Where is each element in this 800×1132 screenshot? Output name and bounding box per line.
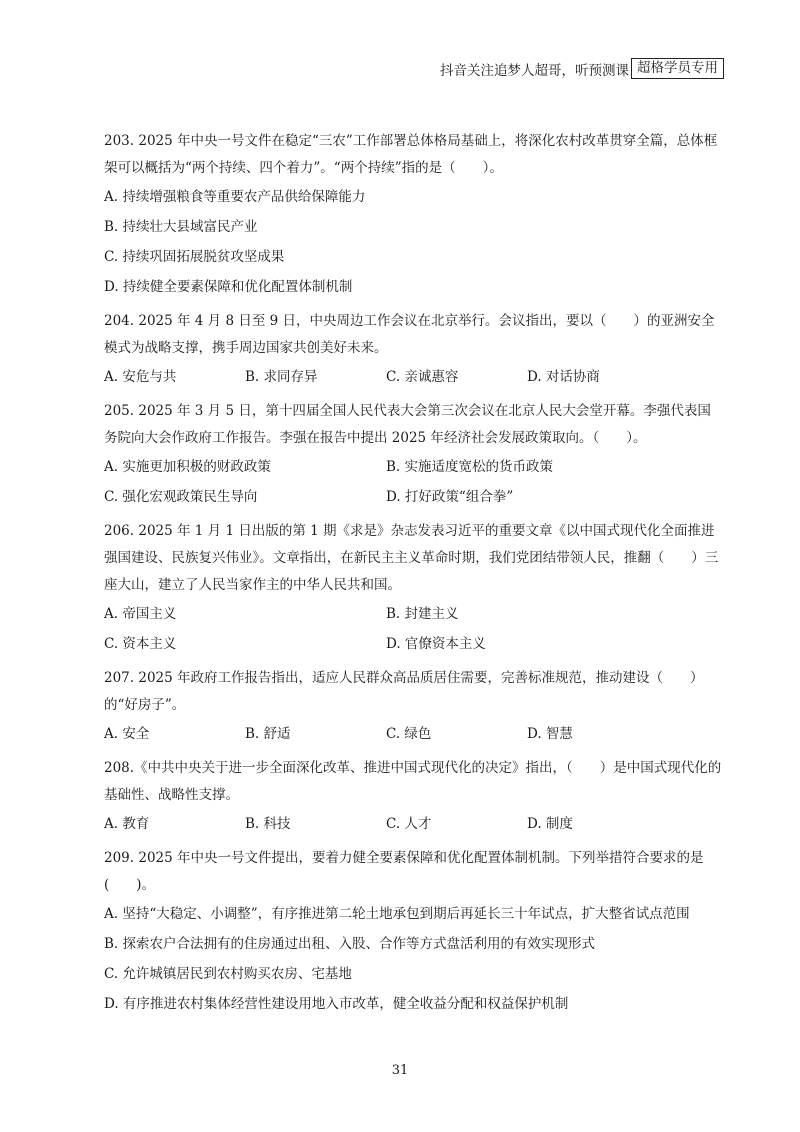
header-boxed-label: 超格学员专用 <box>631 58 724 79</box>
option-d: D. 官僚资本主义 <box>386 636 486 652</box>
option-d: D. 智慧 <box>527 726 573 742</box>
option-a: A. 持续增强粮食等重要农产品供给保障能力 <box>104 189 366 205</box>
option-c: C. 人才 <box>386 816 432 832</box>
option-a: A. 安危与共 <box>104 369 177 385</box>
option-b: B. 探索农户合法拥有的住房通过出租、入股、合作等方式盘活利用的有效实现形式 <box>104 936 596 952</box>
question-205 <box>104 398 724 512</box>
question-208 <box>104 755 724 839</box>
question-list <box>104 128 724 1019</box>
question-207 <box>104 665 724 749</box>
options-row <box>104 719 724 749</box>
option-a: A. 坚持“大稳定、小调整”，有序推进第二轮土地承包到期后再延长三十年试点，扩大整省试点范围 <box>104 906 690 922</box>
option-b: B. 舒适 <box>245 726 291 742</box>
option-a: A. 教育 <box>104 816 150 832</box>
option-c: C. 强化宏观政策民生导向 <box>104 489 258 505</box>
options-row <box>104 452 724 482</box>
options-row <box>104 362 724 392</box>
options-row <box>104 599 724 629</box>
question-209 <box>104 845 724 1019</box>
options-row <box>104 482 724 512</box>
question-stem: 207. 2025 年政府工作报告指出，适应人民群众高品质居住需要，完善标准规范，推动建设（ ）的“好房子”。 <box>104 670 704 713</box>
option-d: D. 打好政策“组合拳” <box>386 489 514 505</box>
option-c: C. 绿色 <box>386 726 432 742</box>
question-206 <box>104 518 724 659</box>
question-stem: 206. 2025 年 1 月 1 日出版的第 1 期《求是》杂志发表习近平的重要文章《以中国式现代化全面推进强国建设、民族复兴伟业》。文章指出，在新民主主义革命时期，我们党团结带领人民，推翻（ ）三座大山，建立了人民当家作主的中华人民共和国。 <box>104 523 719 593</box>
question-stem: 208.《中共中央关于进一步全面深化改革、推进中国式现代化的决定》指出，（ ）是中国式现代化的基础性、战略性支撑。 <box>104 760 722 803</box>
page-header <box>440 58 724 79</box>
option-a: A. 安全 <box>104 726 150 742</box>
option-b: B. 封建主义 <box>386 606 459 622</box>
option-c: C. 允许城镇居民到农村购买农房、宅基地 <box>104 966 352 982</box>
option-c: C. 持续巩固拓展脱贫攻坚成果 <box>104 249 285 265</box>
page-number: 31 <box>391 1063 409 1078</box>
option-b: B. 科技 <box>245 816 291 832</box>
question-stem: 209. 2025 年中央一号文件提出，要着力健全要素保障和优化配置体制机制。下列举措符合要求的是( )。 <box>104 850 704 893</box>
option-d: D. 对话协商 <box>527 369 600 385</box>
option-b: B. 实施适度宽松的货币政策 <box>386 459 554 475</box>
option-d: D. 持续健全要素保障和优化配置体制机制 <box>104 279 353 295</box>
header-promo-text: 抖音关注追梦人超哥，听预测课 <box>440 62 629 79</box>
option-b: B. 持续壮大县域富民产业 <box>104 219 258 235</box>
question-203 <box>104 128 724 302</box>
question-stem: 205. 2025 年 3 月 5 日，第十四届全国人民代表大会第三次会议在北京人民大会堂开幕。李强代表国务院向大会作政府工作报告。李强在报告中提出 2025 年经济社会发展政策取向。（ ）。 <box>104 403 711 446</box>
question-stem: 203. 2025 年中央一号文件在稳定“三农”工作部署总体格局基础上，将深化农村改革贯穿全篇，总体框架可以概括为“两个持续、四个着力”。“两个持续”指的是（ ）。 <box>104 133 718 176</box>
option-d: D. 有序推进农村集体经营性建设用地入市改革，健全收益分配和权益保护机制 <box>104 996 569 1012</box>
question-204 <box>104 308 724 392</box>
options-row <box>104 629 724 659</box>
question-stem: 204. 2025 年 4 月 8 日至 9 日，中央周边工作会议在北京举行。会议指出，要以（ ）的亚洲安全模式为战略支撑，携手周边国家共创美好未来。 <box>104 313 715 356</box>
options-row <box>104 809 724 839</box>
option-a: A. 帝国主义 <box>104 606 177 622</box>
option-c: C. 资本主义 <box>104 636 177 652</box>
option-d: D. 制度 <box>527 816 573 832</box>
option-b: B. 求同存异 <box>245 369 318 385</box>
option-a: A. 实施更加积极的财政政策 <box>104 459 271 475</box>
option-c: C. 亲诚惠容 <box>386 369 459 385</box>
